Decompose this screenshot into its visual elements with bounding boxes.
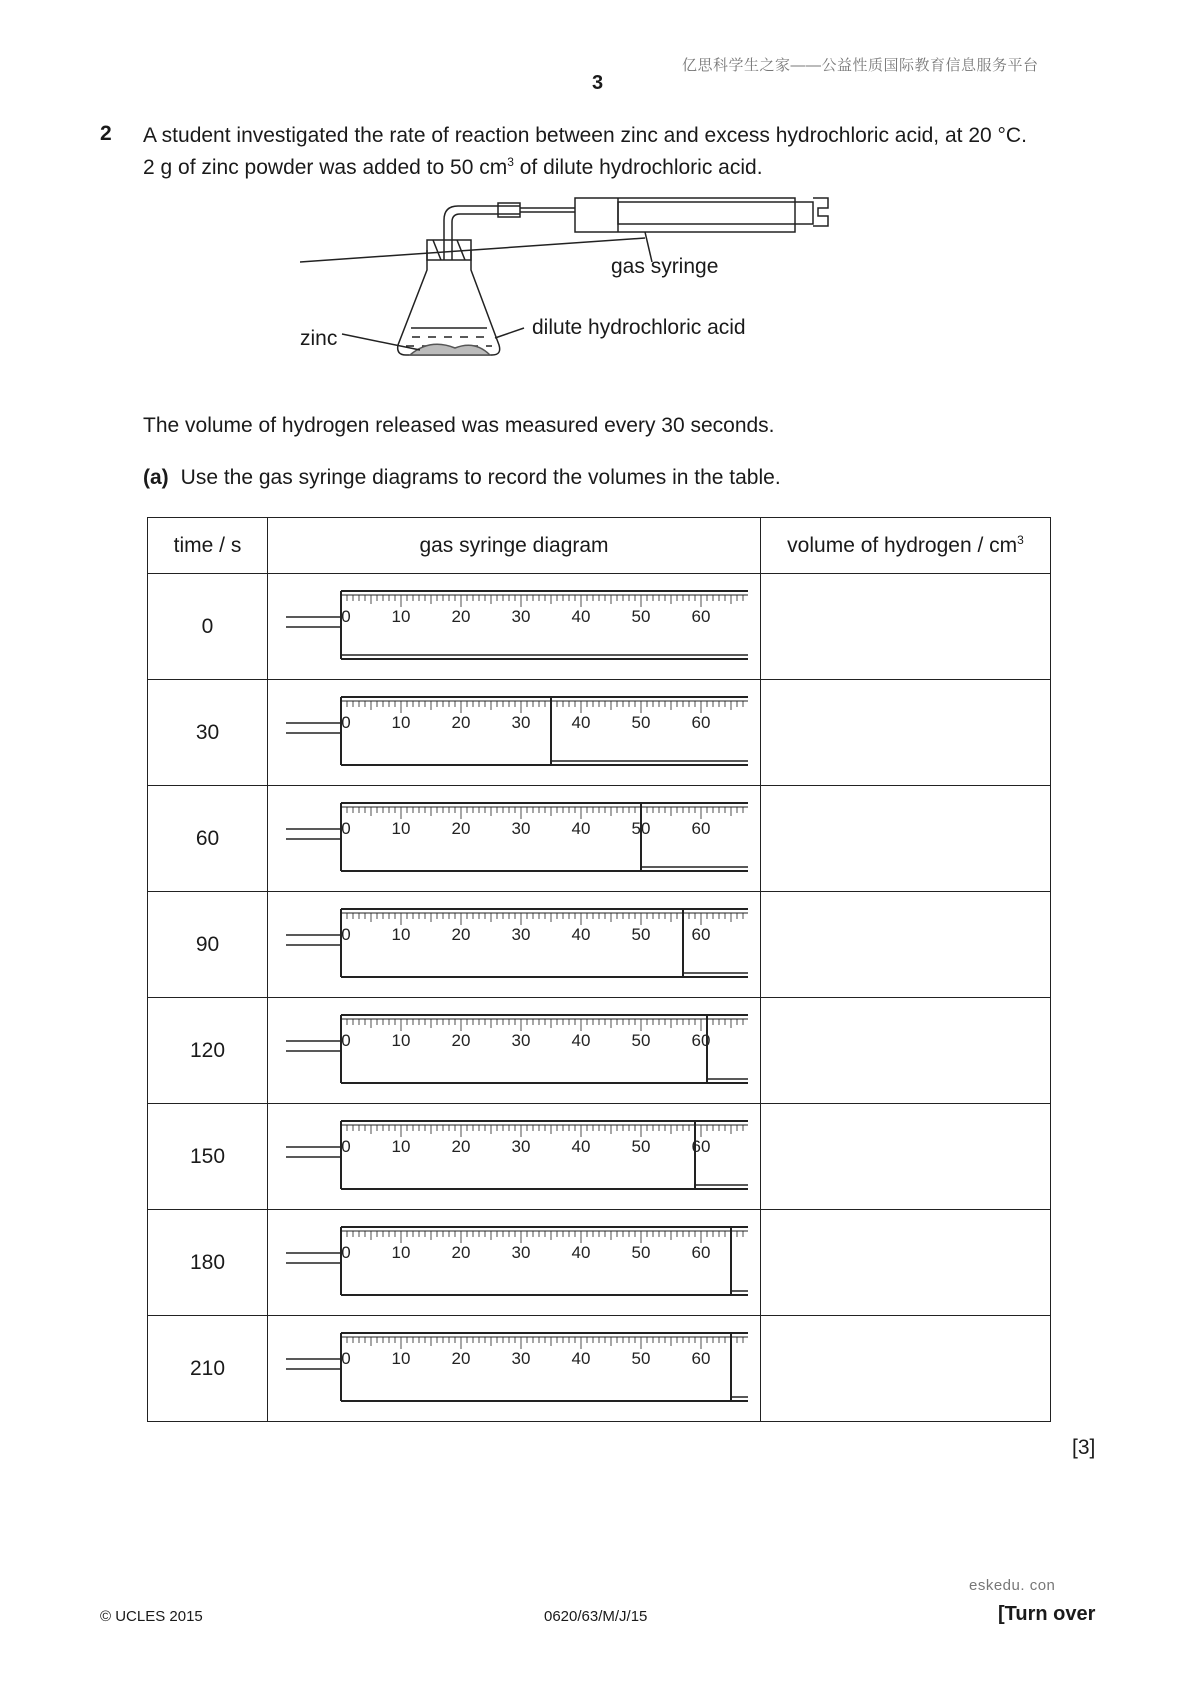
table-row bbox=[148, 574, 1051, 680]
scale-label: 30 bbox=[511, 1136, 531, 1156]
syringe-diagram bbox=[268, 1317, 758, 1421]
scale-label: 20 bbox=[451, 1242, 471, 1262]
scale-label: 60 bbox=[691, 712, 711, 732]
question-line-2-start: 2 g of zinc powder was added to 50 cm bbox=[143, 156, 508, 179]
scale-label: 60 bbox=[691, 818, 711, 838]
scale-label: 50 bbox=[631, 818, 651, 838]
intro-text: The volume of hydrogen released was measured every 30 seconds. bbox=[143, 414, 775, 437]
label-zinc: zinc bbox=[300, 327, 338, 350]
volume-answer-cell[interactable] bbox=[761, 998, 1051, 1104]
syringe-diagram-cell bbox=[268, 786, 761, 892]
scale-label: 60 bbox=[691, 606, 711, 626]
scale-label: 20 bbox=[451, 606, 471, 626]
scale-label: 30 bbox=[511, 924, 531, 944]
scale-label: 0 bbox=[341, 1348, 351, 1368]
label-dilute-acid: dilute hydrochloric acid bbox=[532, 316, 746, 339]
scale-label: 50 bbox=[631, 1136, 651, 1156]
syringe-diagram bbox=[268, 681, 758, 785]
table-row bbox=[148, 892, 1051, 998]
table-header-row bbox=[148, 518, 1051, 574]
scale-label: 40 bbox=[571, 1348, 591, 1368]
time-cell: 150 bbox=[148, 1104, 268, 1210]
syringe-diagram-cell bbox=[268, 680, 761, 786]
time-cell: 30 bbox=[148, 680, 268, 786]
volume-answer-cell[interactable] bbox=[761, 574, 1051, 680]
scale-label: 60 bbox=[691, 1030, 711, 1050]
syringe-diagram bbox=[268, 999, 758, 1103]
header-diagram: gas syringe diagram bbox=[268, 518, 761, 574]
table-row bbox=[148, 680, 1051, 786]
scale-label: 60 bbox=[691, 1242, 711, 1262]
syringe-diagram bbox=[268, 893, 758, 997]
time-cell: 60 bbox=[148, 786, 268, 892]
scale-label: 0 bbox=[341, 818, 351, 838]
question-number: 2 bbox=[100, 122, 112, 145]
scale-label: 40 bbox=[571, 1136, 591, 1156]
scale-label: 40 bbox=[571, 1242, 591, 1262]
volume-answer-cell[interactable] bbox=[761, 680, 1051, 786]
part-a-label: (a) bbox=[143, 466, 169, 489]
scale-label: 10 bbox=[391, 1136, 411, 1156]
label-gas-syringe: gas syringe bbox=[611, 255, 719, 278]
scale-label: 60 bbox=[691, 1136, 711, 1156]
scale-label: 20 bbox=[451, 712, 471, 732]
part-a-text: Use the gas syringe diagrams to record the volumes in the table. bbox=[180, 466, 781, 489]
header-volume-text: volume of hydrogen / cm bbox=[787, 534, 1018, 557]
scale-label: 40 bbox=[571, 924, 591, 944]
time-cell: 210 bbox=[148, 1316, 268, 1422]
syringe-diagram-cell bbox=[268, 892, 761, 998]
syringe-plunger bbox=[618, 202, 813, 224]
scale-label: 40 bbox=[571, 818, 591, 838]
volume-answer-cell[interactable] bbox=[761, 1104, 1051, 1210]
question-line-1: A student investigated the rate of reaction between zinc and excess hydrochloric acid, at 20 °C. bbox=[143, 124, 1027, 147]
table-row bbox=[148, 1316, 1051, 1422]
question-line-2 bbox=[143, 149, 1027, 181]
scale-label: 50 bbox=[631, 1348, 651, 1368]
table-row bbox=[148, 1104, 1051, 1210]
syringe-diagram bbox=[268, 575, 758, 679]
watermark-header: 亿思科学生之家——公益性质国际教育信息服务平台 bbox=[682, 57, 1039, 74]
time-cell: 120 bbox=[148, 998, 268, 1104]
volume-answer-cell[interactable] bbox=[761, 786, 1051, 892]
scale-label: 40 bbox=[571, 606, 591, 626]
scale-label: 0 bbox=[341, 924, 351, 944]
volume-answer-cell[interactable] bbox=[761, 892, 1051, 998]
scale-label: 0 bbox=[341, 606, 351, 626]
scale-label: 50 bbox=[631, 924, 651, 944]
cubed-superscript: 3 bbox=[507, 155, 514, 169]
footer-turn-over: [Turn over bbox=[998, 1603, 1096, 1625]
time-cell: 90 bbox=[148, 892, 268, 998]
scale-label: 10 bbox=[391, 924, 411, 944]
syringe-diagram-cell bbox=[268, 1316, 761, 1422]
syringe-diagram-cell bbox=[268, 998, 761, 1104]
footer-paper-code: 0620/63/M/J/15 bbox=[544, 1608, 648, 1625]
scale-label: 0 bbox=[341, 1136, 351, 1156]
volume-answer-cell[interactable] bbox=[761, 1210, 1051, 1316]
scale-label: 50 bbox=[631, 1242, 651, 1262]
scale-label: 30 bbox=[511, 1242, 531, 1262]
scale-label: 10 bbox=[391, 712, 411, 732]
time-cell: 180 bbox=[148, 1210, 268, 1316]
part-a bbox=[143, 466, 781, 490]
page-number: 3 bbox=[592, 72, 604, 94]
scale-label: 10 bbox=[391, 606, 411, 626]
header-volume-sup: 3 bbox=[1017, 533, 1024, 547]
table-row bbox=[148, 1210, 1051, 1316]
syringe-diagram-cell bbox=[268, 574, 761, 680]
volume-answer-cell[interactable] bbox=[761, 1316, 1051, 1422]
results-table bbox=[147, 517, 1051, 1422]
scale-label: 10 bbox=[391, 818, 411, 838]
syringe-diagram-cell bbox=[268, 1104, 761, 1210]
question-text bbox=[143, 122, 1027, 181]
scale-label: 10 bbox=[391, 1242, 411, 1262]
apparatus-diagram bbox=[300, 190, 900, 390]
scale-label: 10 bbox=[391, 1348, 411, 1368]
table-row bbox=[148, 786, 1051, 892]
scale-label: 30 bbox=[511, 712, 531, 732]
scale-label: 50 bbox=[631, 1030, 651, 1050]
syringe-diagram bbox=[268, 1211, 758, 1315]
syringe-diagram-cell bbox=[268, 1210, 761, 1316]
header-time: time / s bbox=[148, 518, 268, 574]
scale-label: 40 bbox=[571, 712, 591, 732]
scale-label: 30 bbox=[511, 1348, 531, 1368]
time-cell: 0 bbox=[148, 574, 268, 680]
scale-label: 20 bbox=[451, 924, 471, 944]
scale-label: 50 bbox=[631, 606, 651, 626]
scale-label: 10 bbox=[391, 1030, 411, 1050]
scale-label: 30 bbox=[511, 606, 531, 626]
question-line-2-end: of dilute hydrochloric acid. bbox=[513, 156, 763, 179]
gas-syringe-barrel bbox=[575, 198, 795, 232]
table-row bbox=[148, 998, 1051, 1104]
syringe-diagram bbox=[268, 787, 758, 891]
scale-label: 30 bbox=[511, 818, 531, 838]
scale-label: 20 bbox=[451, 1030, 471, 1050]
scale-label: 0 bbox=[341, 1242, 351, 1262]
scale-label: 0 bbox=[341, 712, 351, 732]
watermark-footer: eskedu. con bbox=[969, 1577, 1056, 1594]
scale-label: 20 bbox=[451, 818, 471, 838]
conical-flask bbox=[398, 250, 500, 355]
marks: [3] bbox=[1072, 1436, 1096, 1459]
scale-label: 60 bbox=[691, 924, 711, 944]
header-volume bbox=[761, 518, 1051, 574]
footer-copyright: © UCLES 2015 bbox=[100, 1608, 203, 1625]
scale-label: 50 bbox=[631, 712, 651, 732]
scale-label: 0 bbox=[341, 1030, 351, 1050]
scale-label: 40 bbox=[571, 1030, 591, 1050]
scale-label: 60 bbox=[691, 1348, 711, 1368]
syringe-diagram bbox=[268, 1105, 758, 1209]
scale-label: 30 bbox=[511, 1030, 531, 1050]
scale-label: 20 bbox=[451, 1136, 471, 1156]
scale-label: 20 bbox=[451, 1348, 471, 1368]
apparatus-drawing bbox=[300, 190, 900, 390]
